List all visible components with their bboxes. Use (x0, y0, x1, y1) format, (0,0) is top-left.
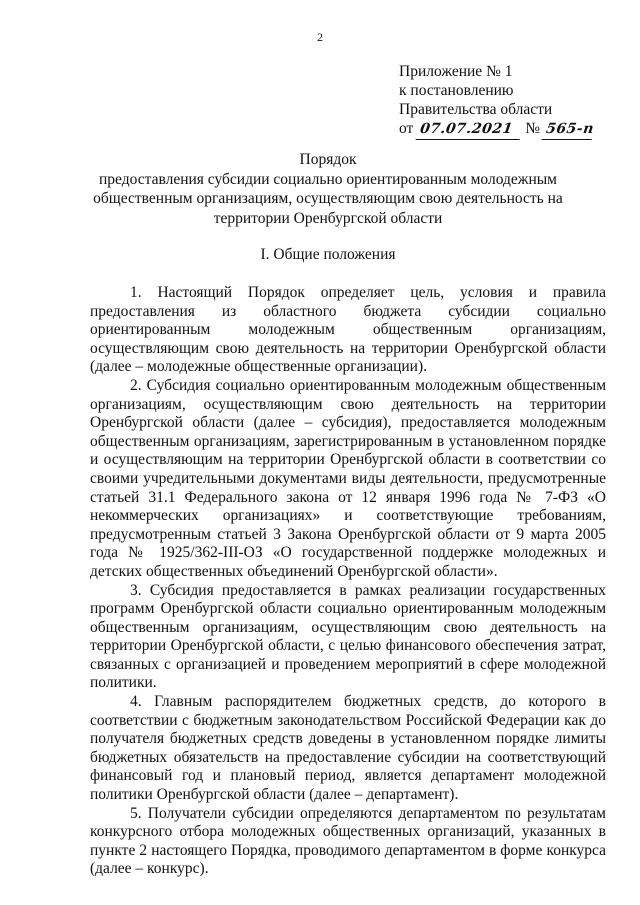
document-title (90, 150, 566, 228)
paragraph-2: 2. Субсидия социально ориентированным молодежным общественным организациям, осуществляющим свою деятельность на территории Оренбургской области (далее – субсидия), предоставляется молодежным общественным организациям, зарегистрированным в установленном порядке и осуществляющим на территории Оренбургской области в соответствии со своими учредительными документами виды деятельности, предусмотренные статьей 31.1 Федерального закона от 12 января 1996 года № 7-ФЗ «О некоммерческих организациях» и соответствующие требованиям, предусмотренным статьей 3 Закона Оренбургской области от 9 марта 2005 года № 1925/362-III-ОЗ «О государственной поддержке молодежных и детских общественных объединений Оренбургской области». (90, 376, 606, 580)
handwritten-number: 565-п (542, 120, 595, 140)
title-line-3: территории Оренбургской области (213, 209, 443, 227)
handwritten-date: 07.07.2021 (416, 120, 523, 140)
paragraph-4: 4. Главным распорядителем бюджетных средств, до которого в соответствии с бюджетным законодательством Российской Федерации как до получателя бюджетных средств доведены в установленном порядке лимиты бюджетных обязательств на предоставление субсидии на соответствующий финансовый год и плановый период, является департамент молодежной политики Оренбургской области (далее – департамент). (90, 693, 606, 804)
section-heading: I. Общие положения (260, 246, 396, 263)
title-line-2: общественным организациям, осуществляющим свою деятельность на (93, 190, 563, 207)
appendix-title: Приложение № 1 (399, 63, 513, 80)
appendix-date-line (399, 119, 593, 140)
document-body (90, 284, 606, 879)
appendix-issuer: Правительства области (399, 101, 553, 118)
title-line-1: предоставления субсидии социально ориентированным молодежным (99, 170, 557, 188)
appendix-reference: к постановлению (399, 82, 514, 99)
paragraph-3: 3. Субсидия предоставляется в рамках реализации государственных программ Оренбургской области социально ориентированным молодежным общественным организациям, осуществляющим свою деятельность на территории Оренбургской области, с целью финансового обеспечения затрат, связанных с организацией и проведением мероприятий в сфере молодежной политики. (90, 581, 606, 692)
paragraph-5: 5. Получатели субсидии определяются департаментом по результатам конкурсного отбора молодежных общественных организаций, указанных в пункте 2 настоящего Порядка, проводимого департаментом в форме конкурса (далее – конкурс). (90, 804, 606, 878)
paragraph-1: 1. Настоящий Порядок определяет цель, условия и правила предоставления из областного бюджета субсидии социально ориентированным молодежным общественным организациям, осуществляющим свою деятельность на территории Оренбургской области (далее – молодежные общественные организации). (90, 284, 606, 376)
title-heading: Порядок (299, 151, 357, 168)
page-number: 2 (317, 30, 323, 44)
date-prefix: от (399, 120, 414, 137)
number-prefix: № (525, 120, 540, 137)
appendix-block (399, 62, 593, 140)
